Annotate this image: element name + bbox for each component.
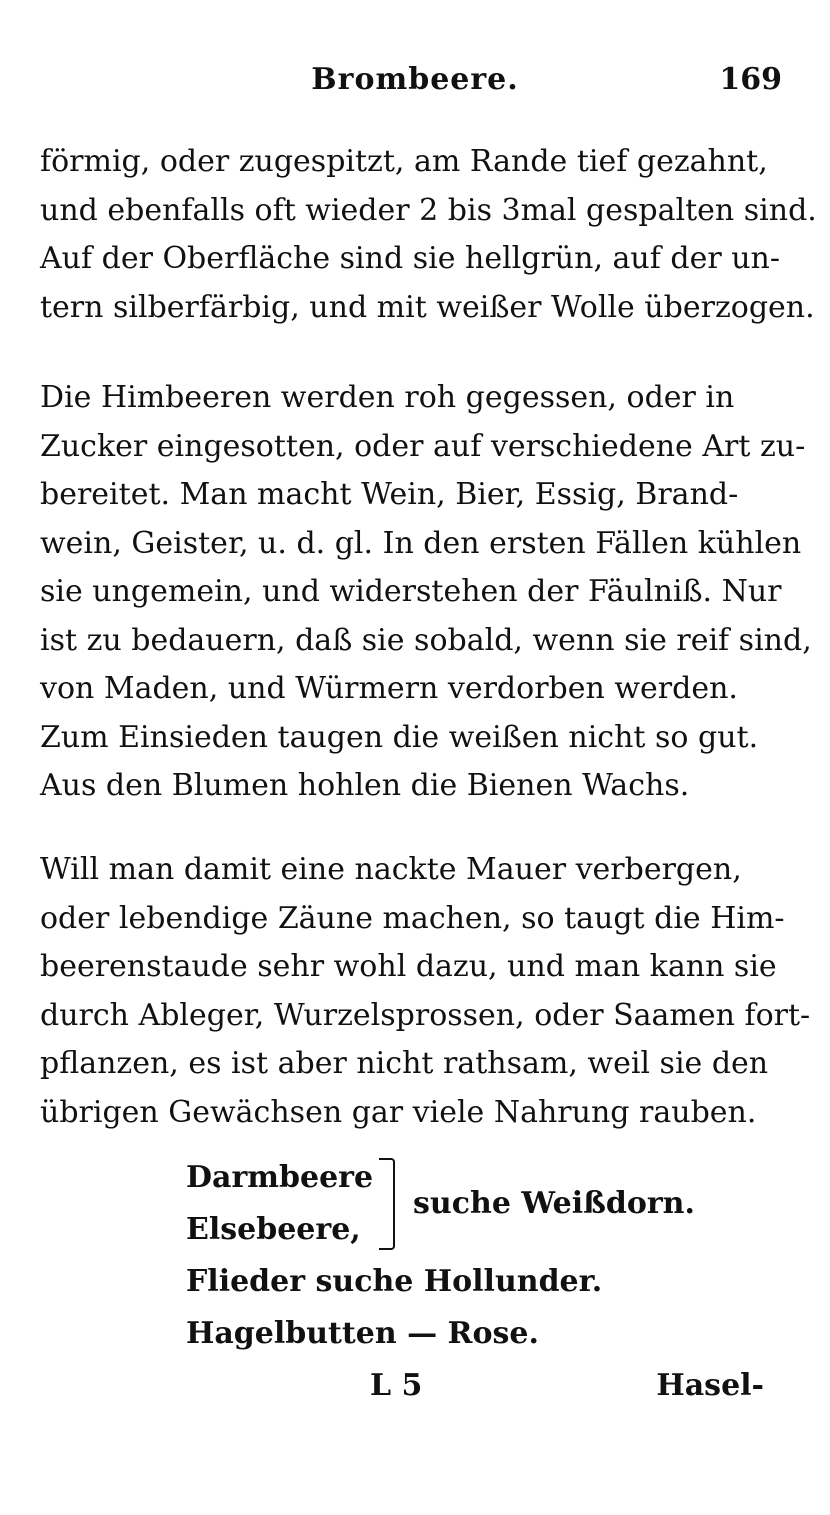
text-line: tern silberfärbig, und mit weißer Wolle überzogen. [40, 289, 815, 325]
text-line: und ebenfalls oft wieder 2 bis 3mal gespalten sind. [40, 192, 817, 228]
text-line: pflanzen, es ist aber nicht rathsam, weil sie den [40, 1046, 769, 1081]
text-line: sie ungemein, und widerstehen der Fäulniß. Nur [40, 574, 782, 609]
cross-reference-name: Darmbeere [186, 1160, 374, 1195]
text-line: oder lebendige Zäune machen, so taugt die Him- [40, 900, 785, 936]
text-line: übrigen Gewächsen gar viele Nahrung rauben. [40, 1094, 757, 1130]
cross-reference-name: Elsebeere, [186, 1212, 361, 1247]
cross-reference-list [186, 1152, 695, 1360]
page-number: 169 [719, 62, 782, 97]
text-line: durch Ableger, Wurzelsprossen, oder Saamen fort- [40, 997, 811, 1033]
brace-bracket [379, 1158, 395, 1250]
text-line: ist zu bedauern, daß sie sobald, wenn sie reif sind, [40, 622, 812, 658]
paragraph-3 [40, 846, 811, 1137]
text-line: Will man damit eine nackte Mauer verbergen, [40, 852, 742, 887]
cross-reference-names [186, 1152, 373, 1256]
text-line: wein, Geister, u. d. gl. In den ersten Fällen kühlen [40, 525, 802, 561]
running-head-title: Brombeere. [311, 62, 519, 97]
cross-reference-group [186, 1152, 695, 1256]
paragraph-1 [40, 138, 817, 332]
text-line: Zucker eingesotten, oder auf verschiedene Art zu- [40, 428, 806, 464]
signature-mark: L 5 [370, 1368, 423, 1403]
text-line: förmig, oder zugespitzt, am Rande tief gezahnt, [40, 144, 768, 179]
text-line: Aus den Blumen hohlen die Bienen Wachs. [40, 768, 690, 803]
text-line: von Maden, und Würmern verdorben werden. [40, 671, 738, 706]
text-line: Zum Einsieden taugen die weißen nicht so gut. [40, 719, 759, 755]
text-line: Die Himbeeren werden roh gegessen, oder in [40, 380, 735, 415]
text-line: beerenstaude sehr wohl dazu, und man kann sie [40, 949, 777, 984]
text-line: bereitet. Man macht Wein, Bier, Essig, Brand- [40, 477, 739, 512]
catchword: Hasel- [656, 1368, 764, 1403]
cross-reference-line: Flieder suche Hollunder. [186, 1264, 603, 1299]
paragraph-2 [40, 374, 812, 811]
cross-reference-line: Hagelbutten — Rose. [186, 1316, 539, 1351]
cross-reference-target: suche Weißdorn. [413, 1186, 695, 1221]
text-line: Auf der Oberfläche sind sie hellgrün, auf der un- [40, 241, 780, 276]
